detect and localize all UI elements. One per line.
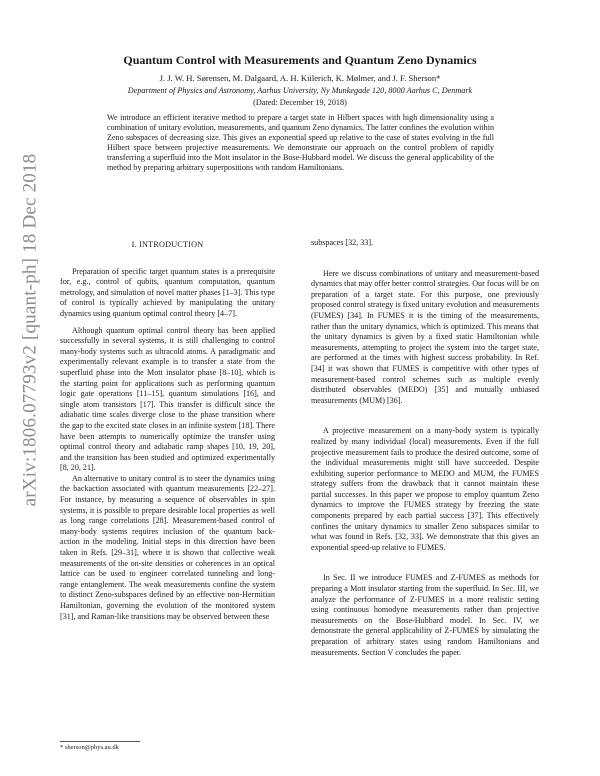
- right-column: [311, 238, 539, 658]
- paragraph: Here we discuss combinations of unitary and measurement-based dynamics that may offer better control strategies. Our focus will be on preparation of a target state. For this purpose, one previously proposed control strategy is fixed unitary evolution and measurements (FUMES) [34]. In FUMES it is the timing of the measurements, rather than the unitary dynamics, which is optimized. This means that the unitary dynamics is given by a fixed static Hamiltonian while measurements, attempting to project the system into the target state, are performed at the times with highest success probability. In Ref. [34] it was shown that FUMES is competitive with other types of measurement-based control schemes such as multiple evenly distributed observables (MEDO) [35] and mutually unbiased measurements (MUM) [36].: [311, 268, 539, 405]
- footnote-divider: [60, 741, 140, 742]
- section-heading: I. INTRODUCTION: [131, 240, 204, 249]
- paper-title: Quantum Control with Measurements and Quantum Zeno Dynamics: [123, 53, 477, 67]
- arxiv-identifier-text: arXiv:1806.07793v2 [quant-ph] 18 Dec 2018: [19, 153, 40, 507]
- paragraph: subspaces [32, 33].: [311, 238, 374, 247]
- left-column: [60, 238, 275, 622]
- abstract: We introduce an efficient iterative method to prepare a target state in Hilbert spaces with high dimensionality using a combination of unitary evolution, measurements, and quantum Zeno dynamics. The latter confines the evolution within Zeno subspaces of decreasing size. This gives an exponential speed up relative to the case of states evolving in the full Hilbert space between projective measurements. We demonstrate our approach on the control problem of rapidly transferring a superfluid into the Mott insulator in the Bose-Hubbard model. We discuss the general applicability of the method by preparing arbitrary superpositions with random Hamiltonians.: [107, 113, 494, 172]
- author-list: J. J. W. H. Sørensen, M. Dalgaard, A. H. Kiilerich, K. Mølmer, and J. F. Sherson*: [159, 73, 441, 83]
- footnote: * sherson@phys.au.dk: [60, 744, 119, 751]
- date-line: (Dated: December 19, 2018): [253, 98, 347, 107]
- affiliation: Department of Physics and Astronomy, Aarhus University, Ny Munkegade 120, 8000 Aarhus C, Denmark: [127, 86, 473, 95]
- paragraph: Preparation of specific target quantum states is a prerequisite for, e.g., control of qubits, quantum computation, quantum metrology, and simulation of novel matter phases [1–3]. This type of control is typically achieved by manipulating the unitary dynamics using quantum optimal control theory [4–7].: [60, 266, 275, 318]
- paragraph: Although quantum optimal control theory has been applied successfully in several systems, it is still challenging to control many-body systems such as ultracold atoms. A paradigmatic and experimentally relevant example is to transfer a state from the superfluid phase into the Mott insulator phase [8–10], which is the starting point for applications such as performing quantum logic gate operations [11–15], quantum simulations [16], and single atom transistors [17]. This transfer is difficult since the adiabatic time scales diverge close to the phase transition where the gap to the excited state closes in an infinite system [18]. There have been attempts to numerically optimize the transfer using optimal control theory and adiabatic ramp shapes [10, 19, 20], and the transition has been studied and optimized experimentally [8, 20, 21].: [60, 325, 275, 473]
- paragraph: In Sec. II we introduce FUMES and Z-FUMES as methods for preparing a Mott insulator starting from the superfluid. In Sec. III, we analyze the performance of Z-FUMES in a more realistic setting using continuous homodyne measurements rather than projective measurements on the Bose-Hubbard model. In Sec. IV, we demonstrate the general applicability of Z-FUMES by simulating the preparation of arbitrary states using random Hamiltonians and measurements. Section V concludes the paper.: [311, 573, 539, 657]
- paragraph: An alternative to unitary control is to steer the dynamics using the backaction associated with quantum measurements [22–27]. For instance, by measuring a sequence of observables in spin systems, it is possible to prepare desirable local properties as well as long range correlations [28]. Measurement-based control of many-body systems requires inclusion of the quantum back-action in the modeling. Initial steps in this direction have been taken in Refs. [29–31], where it is shown that collective weak measurements of the on-site densities or coherences in an optical lattice can be used to engineer correlated tunneling and long-range entanglement. The weak measurements confine the system to distinct Zeno-subspaces defined by an effective non-Hermitian Hamiltonian, governing the evolution of the monitored system [31], and Raman-like transitions may be observed between these: [60, 473, 275, 621]
- paragraph: A projective measurement on a many-body system is typically realized by many individual (local) measurements. Even if the full projective measurement fails to produce the desired outcome, some of the individual measurements might still have succeeded. Despite exhibiting superior performance to MEDO and MUM, the FUMES strategy suffers from the drawback that it cannot maintain these partial successes. In this paper we propose to employ quantum Zeno dynamics to improve the FUMES strategy by freezing the state components prepared by each partial success [37]. This effectively confines the unitary dynamics to smaller Zeno subspaces similar to what was found in Refs. [32, 33]. We demonstrate that this gives an exponential speed-up relative to FUMES.: [311, 426, 539, 552]
- arxiv-identifier-stamp: [12, 95, 48, 565]
